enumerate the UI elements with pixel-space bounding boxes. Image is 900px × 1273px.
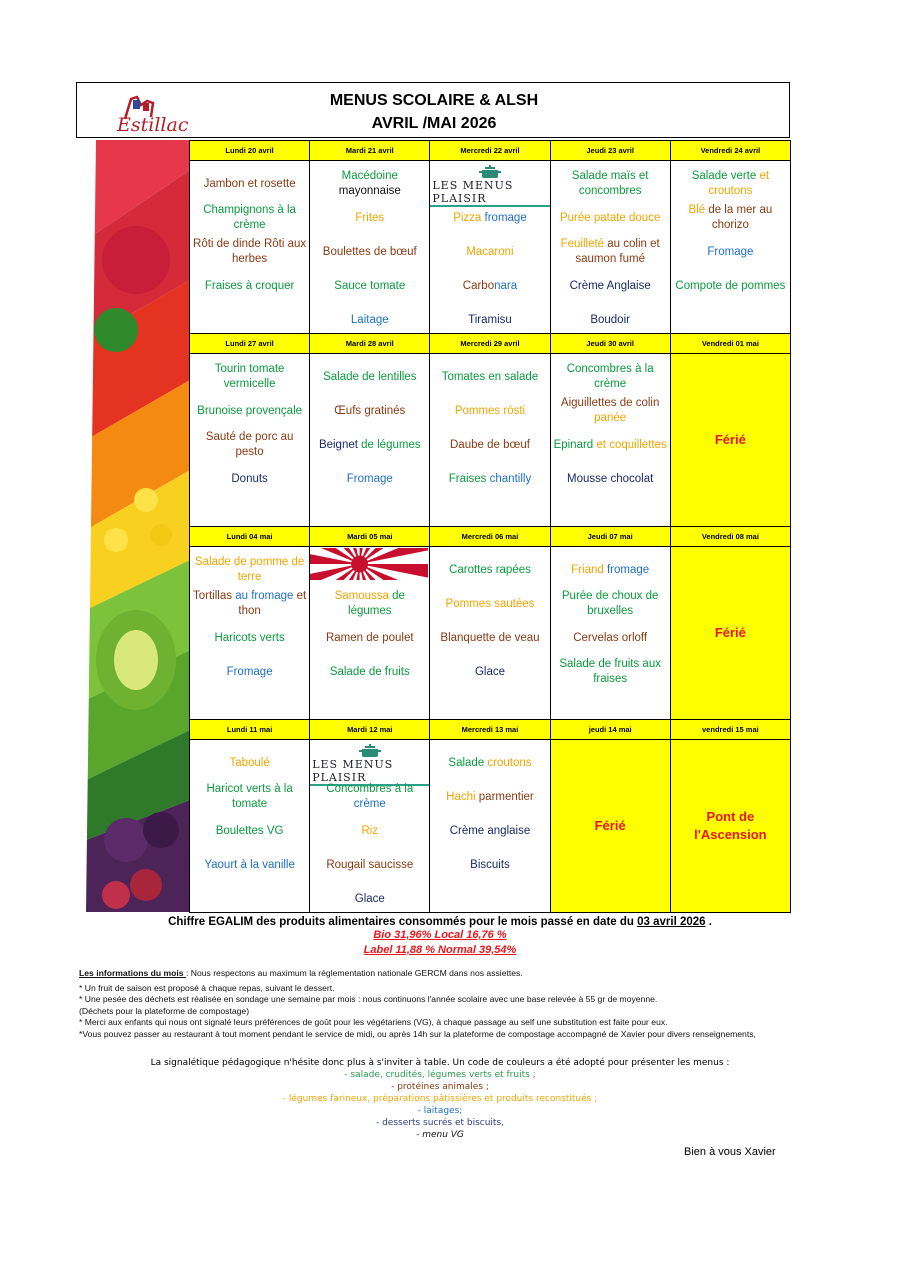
day-menu-cell	[550, 740, 670, 913]
menu-item	[192, 462, 307, 496]
day-menu-cell	[310, 740, 430, 913]
menu-item-text: Haricot verts à la tomate	[206, 783, 293, 810]
menu-item	[553, 360, 668, 394]
menu-item-text: Blanquette de veau	[440, 631, 540, 644]
menu-item	[553, 235, 668, 269]
menu-item	[312, 655, 427, 689]
day-menu-cell	[550, 354, 670, 527]
holiday-label: Férié	[594, 818, 626, 833]
menu-item	[553, 269, 668, 303]
week-header-row	[190, 527, 791, 547]
info-line: (Déchets pour la plateforme de compostage)	[79, 1005, 250, 1016]
day-header: Lundi 11 mai	[190, 720, 310, 740]
day-menu-cell	[190, 740, 310, 913]
egalim-summary	[100, 916, 780, 958]
day-menu-cell	[190, 354, 310, 527]
egalim-title: Chiffre EGALIM des produits alimentaires consommés pour le mois passé en date du 03 avril 2026 .	[168, 916, 712, 928]
menu-item	[432, 394, 547, 428]
day-menu-cell	[670, 547, 790, 720]
info-intro: Les informations du mois : Nous respectons au maximum la réglementation nationale GERCM dans nos assiettes.	[79, 968, 523, 978]
menu-item-text: Jambon et rosette	[203, 177, 296, 190]
menu-item-text: coquillettes	[609, 438, 667, 451]
menu-item-text: Tourin tomate vermicelle	[214, 363, 285, 390]
menu-item-text: Purée de choux de bruxelles	[561, 590, 659, 617]
day-header: Mardi 21 avril	[310, 141, 430, 161]
menu-item-text: fromage	[606, 563, 650, 576]
menu-item-text: Sauté de porc au pesto	[205, 431, 294, 458]
week-header-row	[190, 720, 791, 740]
menu-item-text: Friand	[571, 563, 607, 576]
cooking-pot-icon	[479, 165, 501, 179]
menu-item	[312, 269, 427, 303]
monthly-info	[79, 968, 779, 1040]
menu-item	[312, 303, 427, 337]
week-menu-row	[190, 740, 791, 913]
menu-item-text: Ramen de poulet	[325, 631, 414, 644]
menu-item-text: Salade verte	[691, 170, 760, 182]
menu-item-text: Boulettes VG	[215, 824, 284, 837]
menu-item-text: Pommes rösti	[454, 404, 526, 417]
menu-item	[432, 201, 547, 235]
menu-item	[432, 462, 547, 496]
menu-item-text: Carbo	[462, 279, 495, 292]
menu-item	[673, 201, 788, 235]
day-menu-cell	[430, 740, 550, 913]
menu-item-text: Haricots verts	[214, 631, 285, 644]
menu-item-text: Tomates en salade	[441, 370, 539, 383]
menu-item	[432, 360, 547, 394]
week-menu-row	[190, 547, 791, 720]
menu-item	[432, 428, 547, 462]
menu-item-text: Salade de fruits	[329, 665, 410, 678]
menu-item	[432, 269, 547, 303]
menu-item-text: Compote de pommes	[675, 279, 786, 292]
menu-item	[192, 780, 307, 814]
menu-item	[312, 167, 427, 201]
menu-item-text: Fromage	[226, 665, 273, 678]
menu-item	[432, 621, 547, 655]
menu-item-text: Glace	[354, 892, 385, 905]
menu-item	[553, 167, 668, 201]
menu-item	[192, 269, 307, 303]
day-menu-cell	[310, 354, 430, 527]
day-menu-cell	[430, 547, 550, 720]
menu-item-text: mayonnaise	[338, 185, 401, 197]
holiday-label: Pont de l'Ascension	[694, 809, 767, 842]
menu-item	[312, 360, 427, 394]
menu-item	[192, 360, 307, 394]
legend-line: - desserts sucrés et biscuits,	[375, 1118, 505, 1128]
logo-text: Estillac	[117, 114, 189, 135]
header-box	[76, 82, 790, 138]
menu-item-text: Pizza	[453, 211, 485, 224]
menu-item-text: Salade	[448, 756, 488, 769]
menu-item-text: Sauce tomate	[334, 279, 406, 292]
day-menu-cell	[550, 547, 670, 720]
title-line-2: AVRIL /MAI 2026	[371, 115, 497, 132]
day-menu-cell	[190, 547, 310, 720]
menu-item-text: Hachi	[446, 790, 479, 803]
menu-item-text: Riz	[361, 824, 379, 837]
menu-item-text: Salade de lentilles	[323, 370, 417, 383]
menu-item-text: Tiramisu	[468, 313, 512, 326]
day-menu-cell	[670, 161, 790, 334]
menu-item-text: Fromage	[346, 472, 393, 485]
menu-item-text: et croutons	[708, 170, 770, 197]
menu-item-text: crème	[353, 798, 386, 810]
menu-grid	[189, 140, 791, 913]
menu-item	[312, 587, 427, 621]
day-header: Vendredi 24 avril	[670, 141, 790, 161]
menu-item	[312, 814, 427, 848]
info-heading: Les informations du mois	[79, 968, 186, 978]
menu-item-text: Boulettes de bœuf	[322, 245, 417, 258]
day-header: jeudi 14 mai	[550, 720, 670, 740]
day-header: vendredi 15 mai	[670, 720, 790, 740]
day-menu-cell	[670, 354, 790, 527]
menu-item	[312, 462, 427, 496]
menu-item-text: Carottes rapées	[449, 563, 531, 576]
menu-item-text: Crème Anglaise	[569, 279, 651, 292]
day-header: Vendredi 01 mai	[670, 334, 790, 354]
menu-item	[312, 780, 427, 814]
menu-item	[673, 269, 788, 303]
menu-item	[553, 462, 668, 496]
menu-item-text: Mousse chocolat	[567, 472, 654, 485]
menu-item	[312, 235, 427, 269]
menu-item	[192, 621, 307, 655]
day-header: Vendredi 08 mai	[670, 527, 790, 547]
day-header: Mardi 05 mai	[310, 527, 430, 547]
title-line-1: MENUS SCOLAIRE & ALSH	[329, 92, 539, 109]
week-menu-row	[190, 161, 791, 334]
menu-item-text: Yaourt à la vanille	[204, 858, 295, 871]
day-header: Lundi 27 avril	[190, 334, 310, 354]
menu-item-text: Aiguillettes de colin	[560, 397, 660, 409]
menu-item-text: Concombres à la crème	[566, 363, 654, 390]
info-line: * Un fruit de saison est proposé à chaque repas, suivant le dessert.	[79, 982, 335, 993]
menu-item-text: Epinard	[553, 438, 597, 451]
day-header: Mardi 12 mai	[310, 720, 430, 740]
menu-item	[432, 235, 547, 269]
info-line: *Vous pouvez passer au restaurant à tout moment pendant le service de midi, ou après 14h sur la plateforme de compostage accompagné de Xavier pour divers renseignements,	[79, 1028, 756, 1039]
signature: Bien à vous Xavier	[684, 1146, 776, 1158]
menu-item-text: et	[596, 438, 610, 451]
menu-item	[192, 655, 307, 689]
menu-item	[553, 621, 668, 655]
menu-item	[312, 848, 427, 882]
menu-item	[312, 201, 427, 235]
color-code-legend	[100, 1057, 780, 1141]
menu-item-text: parmentier	[478, 790, 534, 803]
info-line: * Une pesée des déchets est réalisée en sondage une semaine par mois : nous continuons l'année scolaire avec une base relevée à 55 gr de moyenne.	[79, 994, 658, 1004]
menu-item	[553, 655, 668, 689]
day-header: Mercredi 29 avril	[430, 334, 550, 354]
holiday-label: Férié	[714, 432, 746, 447]
menu-item-text: Salade de pomme de terre	[194, 556, 305, 583]
menu-item-text: et thon	[238, 590, 307, 617]
menu-item-text: Feuilleté	[560, 238, 608, 250]
menu-item-text: Fraises à croquer	[204, 279, 295, 292]
menu-item-text: Fraises	[448, 472, 490, 485]
legend-line: - protéines animales ;	[391, 1082, 489, 1092]
menu-item-text: Salade de fruits aux fraises	[559, 658, 661, 685]
day-header: Lundi 04 mai	[190, 527, 310, 547]
menu-item	[192, 553, 307, 587]
legend-intro: La signalétique pédagogique n'hésite donc plus à s'inviter à table. Un code de couleurs a été adopté pour présenter les menus :	[150, 1058, 730, 1068]
menu-item	[192, 394, 307, 428]
menu-item	[192, 235, 307, 269]
estillac-logo	[107, 89, 197, 135]
day-header: Mercredi 06 mai	[430, 527, 550, 547]
fruit-decoration-strip	[86, 140, 190, 912]
menu-item	[192, 201, 307, 235]
cooking-pot-icon	[359, 744, 381, 758]
menu-item	[192, 848, 307, 882]
menu-item-text: Rôti de dinde Rôti aux herbes	[193, 238, 307, 265]
menus-plaisir-text: LES MENUS PLAISIR	[430, 179, 549, 207]
menu-item-text: de légumes	[348, 590, 405, 617]
egalim-bio-local: Bio 31,96% Local 16,76 %	[373, 929, 507, 941]
menu-item-text: nara	[494, 279, 518, 292]
legend-line: - laitages;	[417, 1106, 463, 1116]
menu-item-text: Donuts	[231, 472, 268, 485]
menu-item-text: de légumes	[361, 438, 421, 451]
menu-item-text: de la mer au chorizo	[708, 204, 773, 231]
legend-line: - légumes farineux, préparations pâtissières et produits reconstitués ;	[282, 1094, 598, 1104]
menu-item-text: Biscuits	[470, 858, 510, 871]
page-title	[327, 89, 541, 135]
day-header: Jeudi 07 mai	[550, 527, 670, 547]
menu-item	[553, 428, 668, 462]
day-menu-cell	[430, 161, 550, 334]
menu-item-text: Crème anglaise	[449, 824, 531, 837]
menu-item-text: au fromage	[235, 590, 297, 602]
legend-line: - salade, crudités, légumes verts et fruits ;	[344, 1070, 536, 1080]
day-menu-cell	[430, 354, 550, 527]
menu-item-text: croutons	[487, 756, 532, 769]
menu-item-text: Blé	[688, 204, 709, 216]
menu-item	[432, 587, 547, 621]
menu-item-text: Pommes sautées	[445, 597, 535, 610]
week-header-row	[190, 141, 791, 161]
menu-item-text: Concombres à la	[326, 783, 414, 795]
day-header: Jeudi 30 avril	[550, 334, 670, 354]
menu-item	[432, 746, 547, 780]
menu-item-text: Fromage	[707, 245, 754, 258]
menu-item-text: Glace	[474, 665, 505, 678]
day-header: Mardi 28 avril	[310, 334, 430, 354]
menu-item-text: Laitage	[350, 313, 389, 326]
menu-item-text: Taboulé	[229, 756, 270, 769]
menu-item-text: Salade maïs et concombres	[571, 170, 649, 197]
menu-item-text: panée	[594, 412, 627, 424]
menu-item	[432, 655, 547, 689]
menu-item	[673, 167, 788, 201]
egalim-date: 03 avril 2026	[637, 916, 706, 928]
menu-item	[553, 587, 668, 621]
menu-item-text: Cervelas orloff	[573, 631, 648, 644]
menu-item-text: Samoussa	[334, 590, 393, 602]
menu-item-text: Tortillas	[193, 590, 236, 602]
menu-item-text: Macaroni	[466, 245, 514, 258]
holiday-label: Férié	[714, 625, 746, 640]
menu-item	[192, 814, 307, 848]
menu-item	[432, 553, 547, 587]
menu-item	[192, 746, 307, 780]
menu-item-text: Champignons à la crème	[203, 204, 296, 231]
day-header: Mercredi 22 avril	[430, 141, 550, 161]
menu-item	[432, 848, 547, 882]
menu-item	[553, 394, 668, 428]
menu-item	[553, 201, 668, 235]
menu-item-text: au colin et saumon fumé	[575, 238, 660, 265]
day-header: Mercredi 13 mai	[430, 720, 550, 740]
menu-item	[192, 428, 307, 462]
info-line: * Merci aux enfants qui nous ont signalé leurs préférences de goût pour les végétariens (VG), à chaque passage au self une substitution est faite pour eux.	[79, 1017, 668, 1027]
day-menu-cell	[310, 161, 430, 334]
menu-item	[553, 553, 668, 587]
menu-item	[432, 780, 547, 814]
menu-item-text: Rougail saucisse	[326, 858, 414, 871]
rising-sun-flag-icon	[310, 548, 428, 580]
legend-line: - menu VG	[416, 1130, 464, 1140]
menu-item-text: fromage	[484, 211, 527, 224]
menu-item-text: Daube de bœuf	[450, 438, 530, 451]
menu-item	[192, 167, 307, 201]
menu-item-text: Beignet	[318, 438, 362, 451]
day-menu-cell	[550, 161, 670, 334]
day-menu-cell	[670, 740, 790, 913]
egalim-label-normal: Label 11,88 % Normal 39,54%	[363, 944, 517, 956]
menu-item	[312, 621, 427, 655]
menu-item	[312, 882, 427, 916]
menu-item-text: Œufs gratinés	[334, 404, 406, 417]
menu-item	[432, 303, 547, 337]
menu-item-text: chantilly	[489, 472, 532, 485]
menu-item	[312, 394, 427, 428]
menu-item	[673, 235, 788, 269]
day-menu-cell	[310, 547, 430, 720]
day-header: Lundi 20 avril	[190, 141, 310, 161]
week-menu-row	[190, 354, 791, 527]
menu-item	[432, 814, 547, 848]
menu-item	[192, 587, 307, 621]
menus-plaisir-text: LES MENUS PLAISIR	[310, 758, 429, 786]
menu-item-text: Purée patate douce	[559, 211, 661, 224]
menu-item-text: Macédoine	[341, 170, 398, 182]
menu-item	[553, 303, 668, 337]
menu-item-text: Frites	[355, 211, 385, 224]
menu-item-text: Brunoise provençale	[197, 404, 303, 417]
day-menu-cell	[190, 161, 310, 334]
menu-item-text: Boudoir	[590, 313, 630, 326]
menu-item	[312, 428, 427, 462]
day-header: Jeudi 23 avril	[550, 141, 670, 161]
